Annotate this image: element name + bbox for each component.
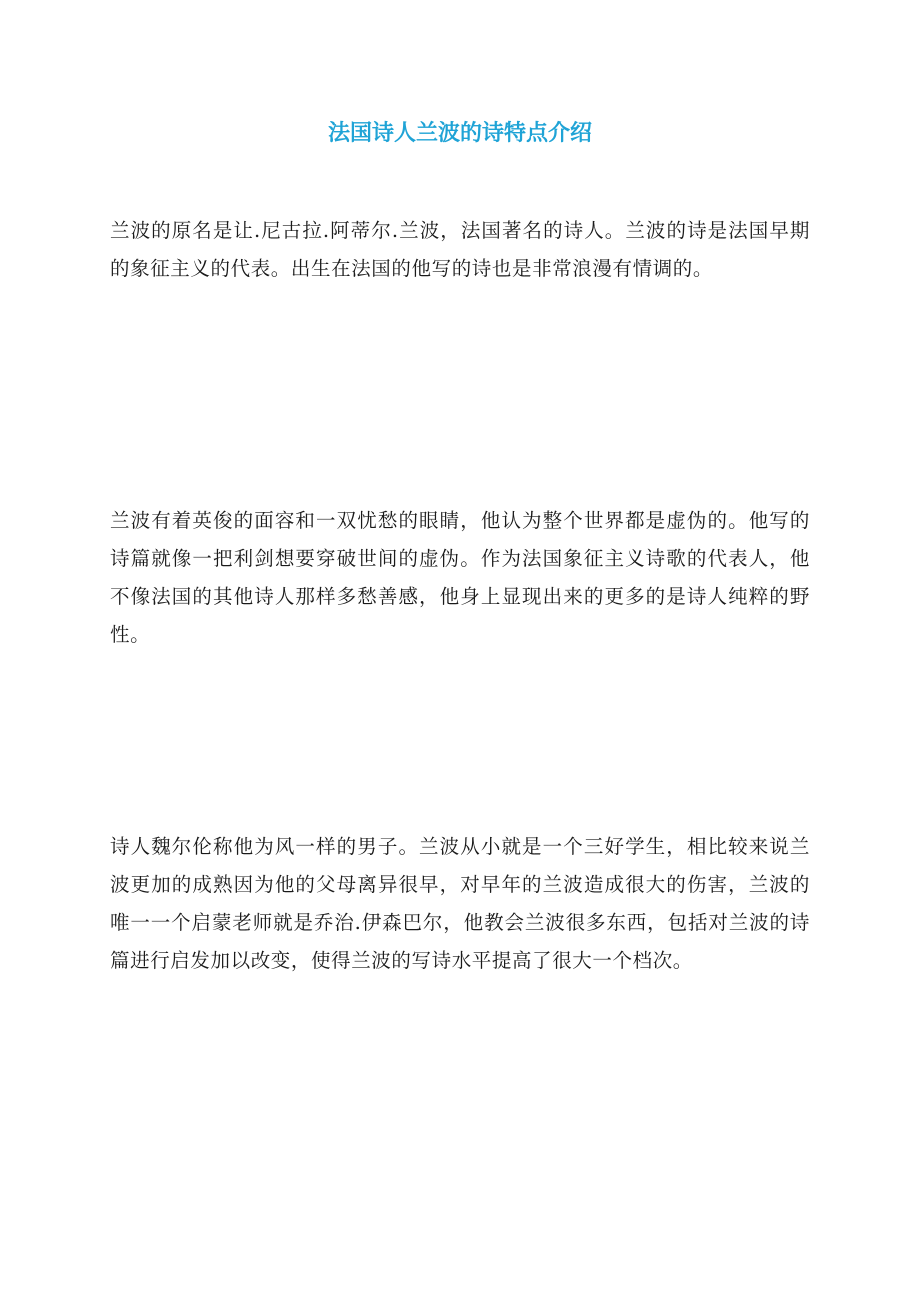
paragraph-2: 兰波有着英俊的面容和一双忧愁的眼睛，他认为整个世界都是虚伪的。他写的诗篇就像一把利剑想要穿破世间的虚伪。作为法国象征主义诗歌的代表人，他不像法国的其他诗人那样多愁善感，他身上显现出来的更多的是诗人纯粹的野性。 xyxy=(110,509,810,646)
document-title: 法国诗人兰波的诗特点介绍 xyxy=(327,121,592,146)
paragraph-3: 诗人魏尔伦称他为风一样的男子。兰波从小就是一个三好学生，相比较来说兰波更加的成熟因为他的父母离异很早，对早年的兰波造成很大的伤害，兰波的唯一一个启蒙老师就是乔治.伊森巴尔，他教会兰波很多东西，包括对兰波的诗篇进行启发加以改变，使得兰波的写诗水平提高了很大一个档次。 xyxy=(110,835,810,972)
paragraph-1: 兰波的原名是让.尼古拉.阿蒂尔.兰波，法国著名的诗人。兰波的诗是法国早期的象征主义的代表。出生在法国的他写的诗也是非常浪漫有情调的。 xyxy=(110,219,810,280)
